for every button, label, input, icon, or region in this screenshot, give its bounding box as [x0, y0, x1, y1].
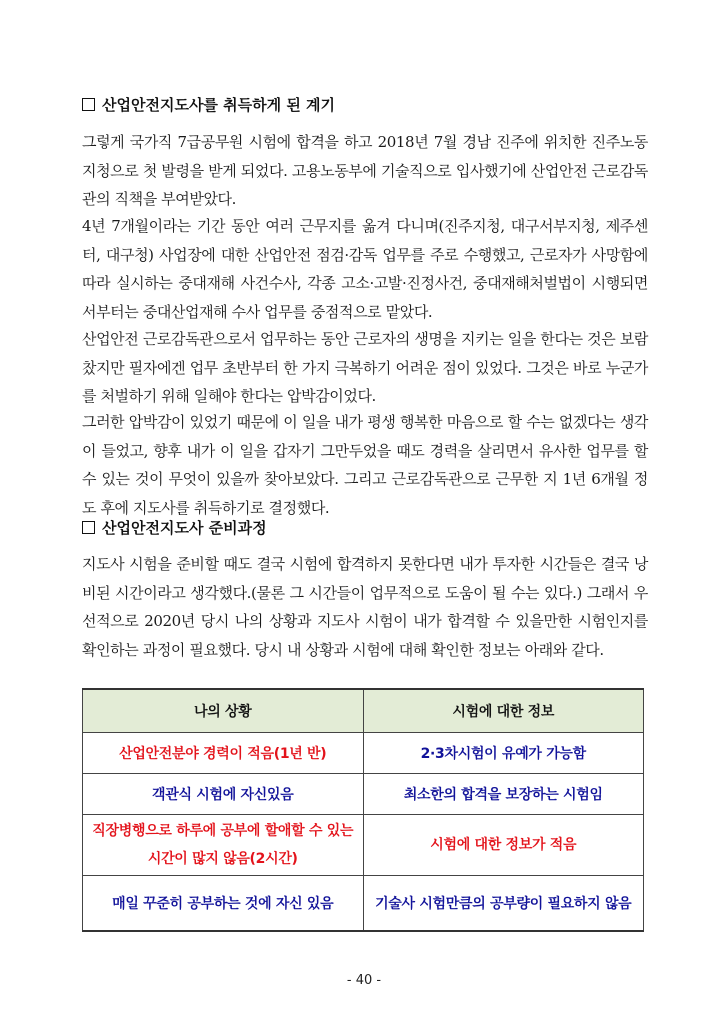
paragraph: 지도사 시험을 준비할 때도 결국 시험에 합격하지 못한다면 내가 투자한 시간들은 결국 낭비된 시간이라고 생각했다.(물론 그 시간들이 업무적으로 도움이 될 수는 있다.) 그래서 우선적으로 2020년 당시 나의 상황과 지도사 시험이 내가 합격할 수 있을만한 시험인지를 확인하는 과정이 필요했다. 당시 내 상황과 시험에 대해 확인한 정보는 아래와 같다. [82, 555, 648, 659]
table-row [83, 876, 644, 932]
paragraph: 산업안전 근로감독관으로서 업무하는 동안 근로자의 생명을 지키는 일을 한다는 것은 보람찼지만 필자에겐 업무 초반부터 한 가지 극복하기 어려운 점이 있었다. 그것은 바로 누군가를 처벌하기 위해 일해야 한다는 압박감이었다. [82, 330, 648, 405]
table-header-exam-info: 시험에 대한 정보 [363, 689, 644, 733]
table-cell-exam-info: 2·3차시험이 유예가 가능함 [363, 733, 644, 774]
table-cell-situation: 직장병행으로 하루에 공부에 할애할 수 있는 시간이 많지 않음(2시간) [83, 815, 364, 876]
table-header-my-situation: 나의 상황 [83, 689, 364, 733]
table-header-row [83, 689, 644, 733]
checkbox-square-icon [82, 98, 95, 111]
table-cell-situation: 산업안전분야 경력이 적음(1년 반) [83, 733, 364, 774]
page-number: - 40 - [346, 973, 382, 988]
paragraph: 그러한 압박감이 있었기 때문에 이 일을 내가 평생 행복한 마음으로 할 수는 없겠다는 생각이 들었고, 향후 내가 이 일을 갑자기 그만두었을 때도 경력을 살리면서 유사한 업무를 할 수 있는 것이 무엇이 있을까 찾아보았다. 그리고 근로감독관으로 근무한 지 1년 6개월 정도 후에 지도사를 취득하기로 결정했다. [82, 413, 648, 517]
table-cell-situation: 객관식 시험에 자신있음 [83, 774, 364, 815]
table-row [83, 733, 644, 774]
section-heading-2-text: 산업안전지도사 준비과정 [102, 519, 267, 537]
paragraph: 4년 7개월이라는 기간 동안 여러 근무지를 옮겨 다니며(진주지청, 대구서부지청, 제주센터, 대구청) 사업장에 대한 산업안전 점검·감독 업무를 주로 수행했고, 근로자가 사망함에 따라 실시하는 중대재해 사건수사, 각종 고소·고발·진정사건, 중대재해처벌법이 시행되면서부터는 중대산업재해 수사 업무를 중점적으로 맡았다. [82, 217, 648, 321]
section-heading-1 [82, 95, 662, 115]
table-cell-situation: 매일 꾸준히 공부하는 것에 자신 있음 [83, 876, 364, 932]
table-cell-exam-info: 시험에 대한 정보가 적음 [363, 815, 644, 876]
table-cell-exam-info: 기술사 시험만큼의 공부량이 필요하지 않음 [363, 876, 644, 932]
table-row [83, 815, 644, 876]
table-cell-exam-info: 최소한의 합격을 보장하는 시험임 [363, 774, 644, 815]
section-heading-2 [82, 518, 662, 538]
paragraph: 그렇게 국가직 7급공무원 시험에 합격을 하고 2018년 7월 경남 진주에 위치한 진주노동지청으로 첫 발령을 받게 되었다. 고용노동부에 기술직으로 입사했기에 산업안전 근로감독관의 직책을 부여받았다. [82, 133, 648, 208]
table-row [83, 774, 644, 815]
comparison-table [82, 688, 644, 932]
section-heading-1-text: 산업안전지도사를 취득하게 된 계기 [102, 96, 336, 114]
checkbox-square-icon [82, 521, 95, 534]
